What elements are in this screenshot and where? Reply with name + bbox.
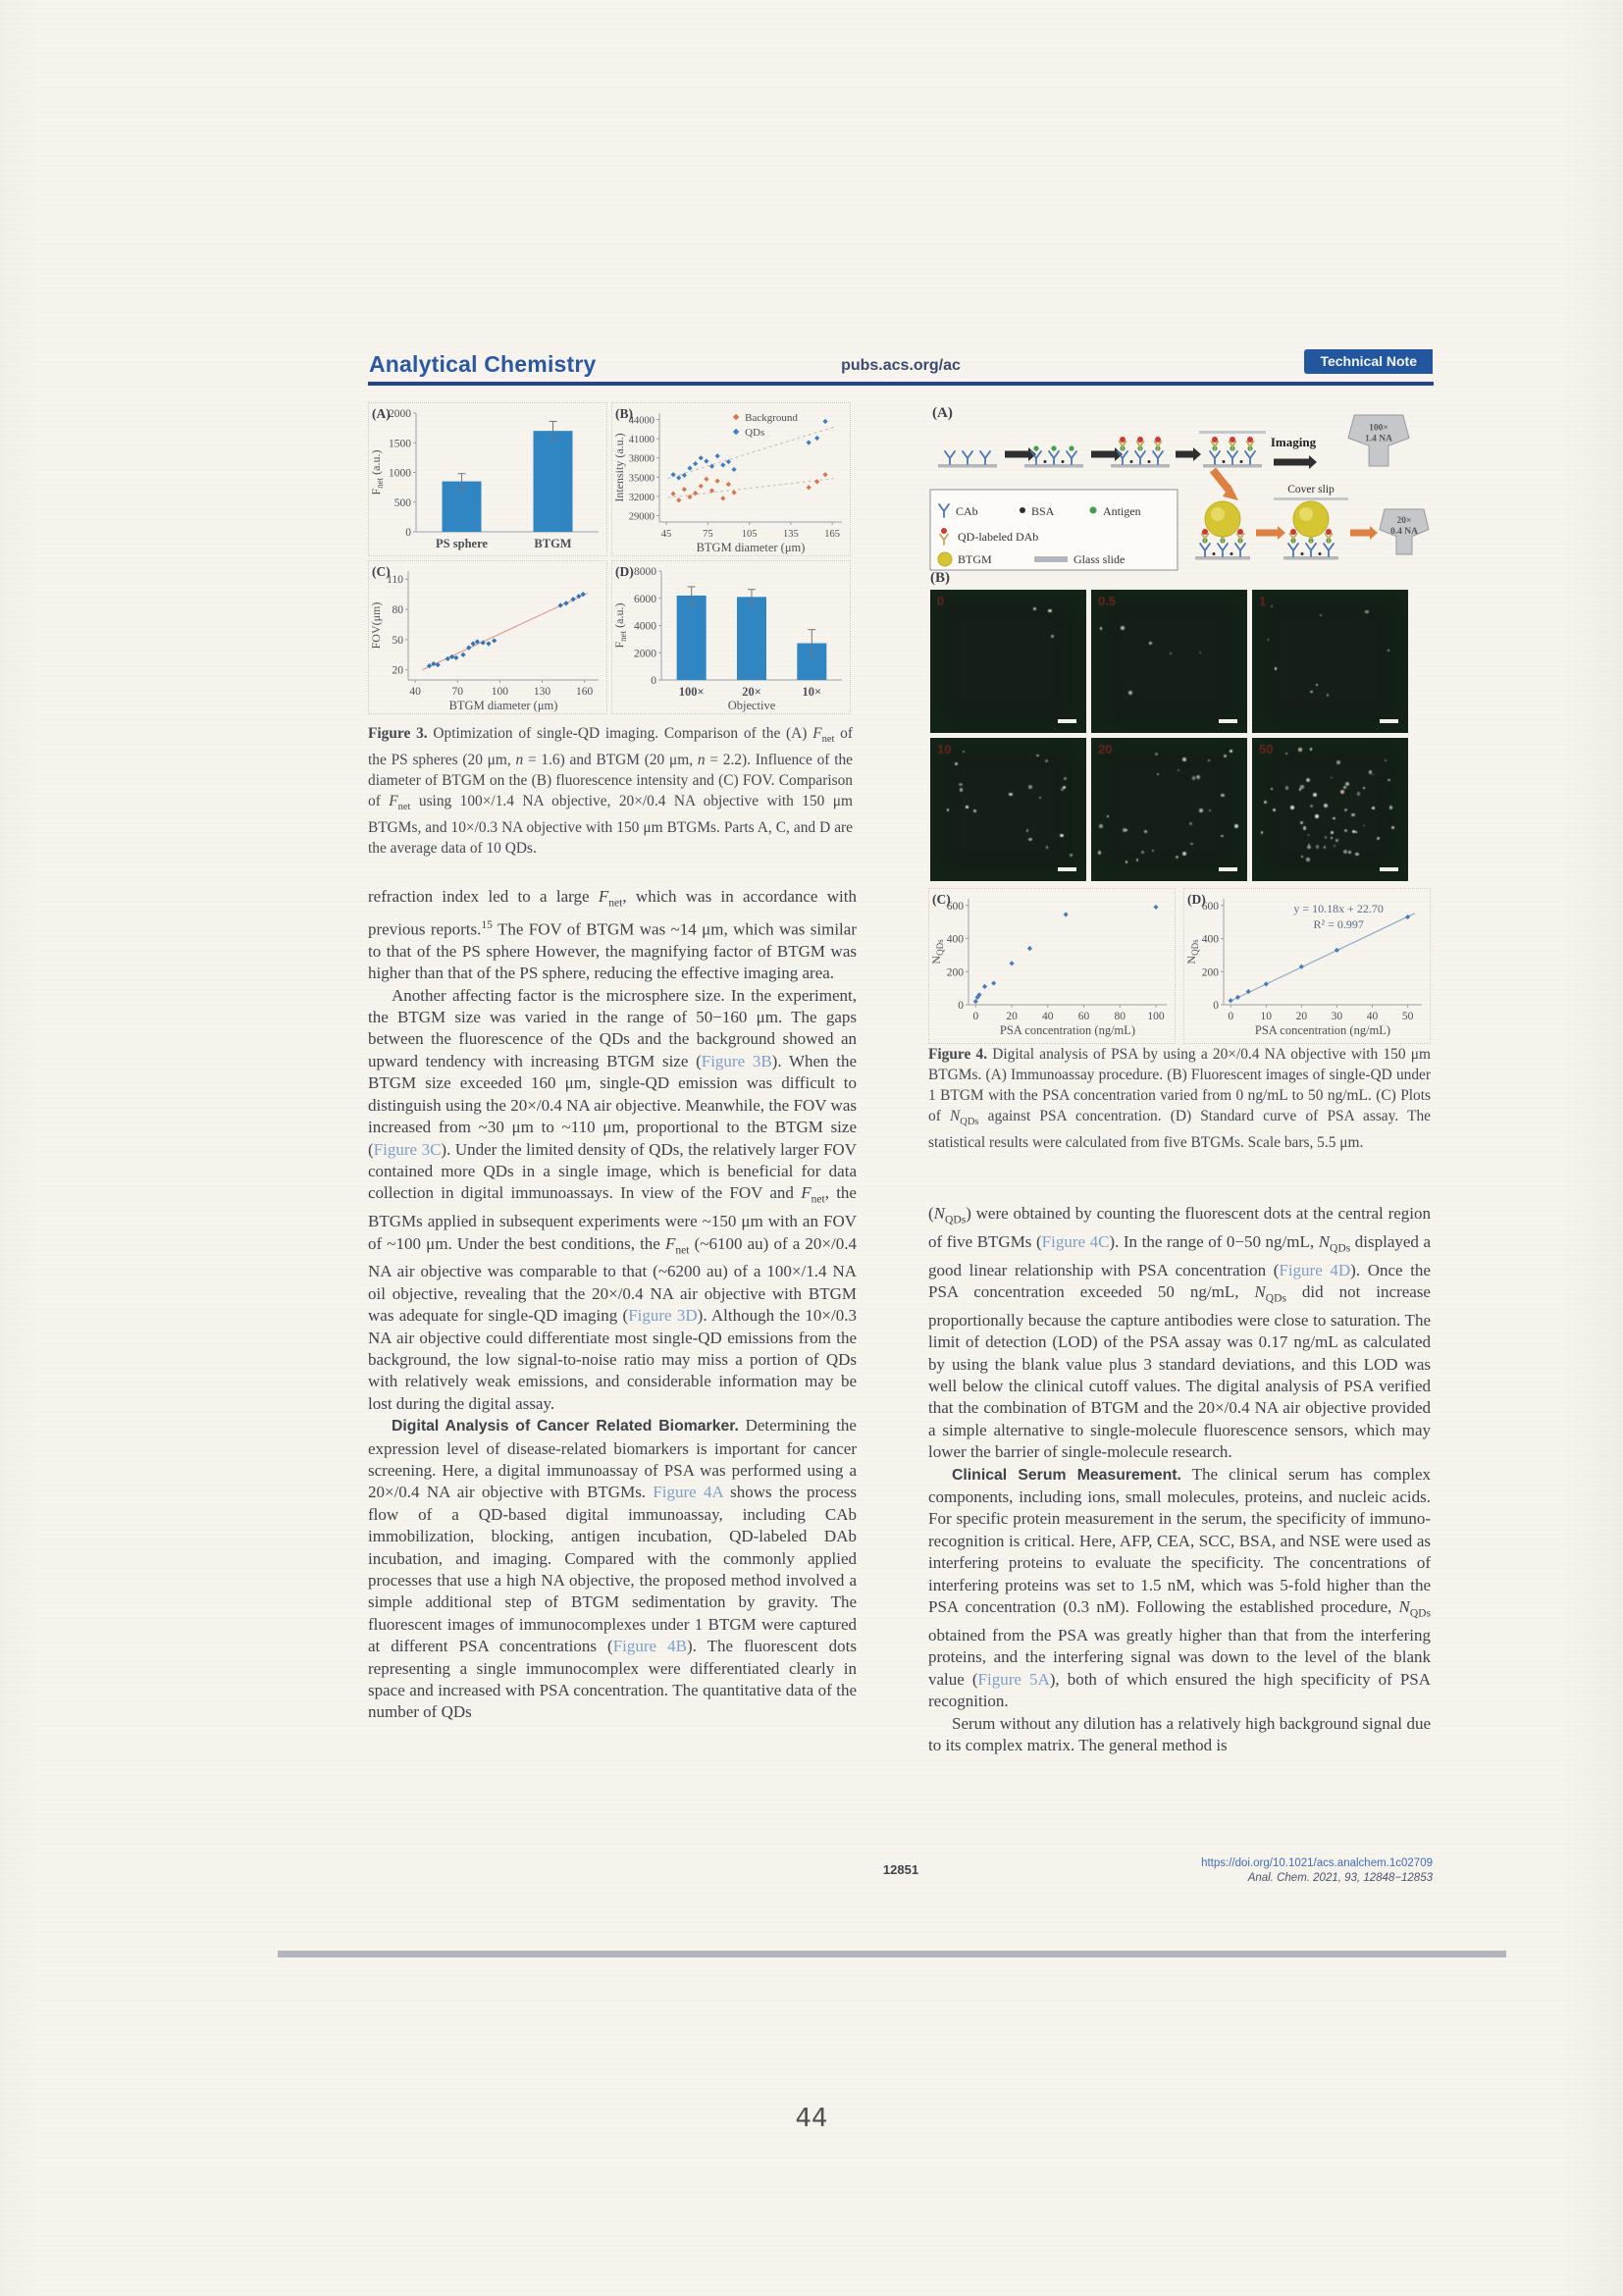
svg-text:29000: 29000 bbox=[628, 511, 654, 523]
concentration-label: 10 bbox=[937, 742, 952, 757]
svg-text:165: 165 bbox=[824, 529, 841, 540]
fluorescence-image bbox=[1091, 738, 1247, 881]
svg-text:80: 80 bbox=[392, 604, 403, 617]
paragraph: Serum without any dilution has a relatively high background signal due to its complex matrix. The general method is bbox=[928, 1713, 1431, 1754]
journal-url: pubs.acs.org/ac bbox=[841, 357, 961, 374]
svg-text:Cover slip: Cover slip bbox=[1287, 484, 1335, 496]
svg-text:Fnet (a.u.): $F_{net}$ (a.u.) bbox=[612, 602, 628, 649]
figure3-panel-a-chart bbox=[368, 402, 607, 556]
svg-text:30: 30 bbox=[1331, 1011, 1343, 1022]
svg-text:QDs: QDs bbox=[745, 427, 765, 439]
figure3 bbox=[368, 402, 851, 714]
concentration-label: 0 bbox=[937, 594, 945, 608]
svg-text:BTGM: BTGM bbox=[958, 552, 992, 566]
chart-svg bbox=[369, 403, 606, 555]
svg-text:41000: 41000 bbox=[628, 435, 654, 446]
scale-bar bbox=[1058, 719, 1076, 723]
svg-text:100×: 100× bbox=[1369, 423, 1388, 434]
svg-text:PSA concentration (ng/mL): PSA concentration (ng/mL) bbox=[1254, 1023, 1391, 1037]
scale-bar bbox=[1380, 867, 1398, 871]
svg-text:1000: 1000 bbox=[389, 467, 411, 480]
svg-text:20: 20 bbox=[1006, 1011, 1018, 1022]
svg-text:0: 0 bbox=[958, 1000, 964, 1012]
svg-text:100: 100 bbox=[1147, 1011, 1165, 1022]
figure3-panel-c-chart bbox=[368, 560, 607, 714]
svg-text:CAb: CAb bbox=[956, 504, 978, 518]
svg-text:Antigen: Antigen bbox=[1103, 504, 1141, 518]
svg-text:Imaging: Imaging bbox=[1270, 435, 1317, 449]
chart-svg bbox=[612, 561, 850, 713]
sheet-number: 44 bbox=[795, 2104, 828, 2133]
doi-block bbox=[928, 1856, 1433, 1886]
svg-text:32000: 32000 bbox=[628, 492, 654, 503]
svg-text:20: 20 bbox=[1295, 1011, 1308, 1022]
concentration-label: 1 bbox=[1259, 594, 1267, 608]
svg-text:110: 110 bbox=[387, 574, 403, 587]
svg-text:60: 60 bbox=[1077, 1011, 1090, 1022]
concentration-label: 50 bbox=[1259, 742, 1274, 757]
chart-svg bbox=[1184, 889, 1430, 1038]
svg-text:400: 400 bbox=[1201, 933, 1219, 946]
svg-text:40: 40 bbox=[409, 686, 421, 698]
svg-text:Glass slide: Glass slide bbox=[1073, 552, 1126, 566]
svg-text:10: 10 bbox=[1260, 1011, 1273, 1022]
svg-text:PS sphere: PS sphere bbox=[436, 537, 488, 550]
svg-text:50: 50 bbox=[1401, 1011, 1414, 1022]
svg-text:0: 0 bbox=[405, 527, 411, 539]
svg-text:400: 400 bbox=[946, 933, 964, 946]
svg-text:44000: 44000 bbox=[628, 415, 654, 427]
svg-text:1500: 1500 bbox=[389, 438, 411, 450]
svg-text:40: 40 bbox=[1366, 1011, 1379, 1022]
svg-text:20×: 20× bbox=[742, 685, 761, 699]
fluorescence-image bbox=[1252, 590, 1408, 733]
svg-text:70: 70 bbox=[451, 686, 464, 698]
svg-text:NQDs: $N_{QDs}$ bbox=[1184, 939, 1200, 965]
figure4-panel-d-chart bbox=[1183, 888, 1431, 1044]
svg-text:0: 0 bbox=[972, 1011, 979, 1022]
figure4-panel-b-label: (B) bbox=[930, 570, 950, 586]
header-rule bbox=[368, 382, 1434, 386]
page-number: 12851 bbox=[882, 1862, 919, 1877]
svg-text:600: 600 bbox=[1201, 900, 1219, 913]
svg-text:Background: Background bbox=[745, 412, 798, 424]
svg-text:y = 10.18x + 22.70: y = 10.18x + 22.70 bbox=[1293, 902, 1384, 915]
svg-text:Fnet (a.u.): $F_{net}$ (a.u.) bbox=[369, 449, 385, 496]
svg-text:130: 130 bbox=[533, 686, 551, 698]
svg-text:FOV(μm): FOV(μm) bbox=[369, 601, 383, 650]
paragraph: refraction index led to a large $F_{net}$, which was in accordance with previous reports.$^{15}$ The FOV of BTGM was ~14 μm, which was similar to that of the PS sphere However, the magnifying factor of BTGM was higher than that of the PS sphere, reducing the effective imaging area. bbox=[368, 887, 857, 983]
chart-svg bbox=[612, 403, 850, 555]
svg-text:160: 160 bbox=[576, 686, 594, 698]
svg-text:75: 75 bbox=[703, 529, 713, 540]
svg-text:500: 500 bbox=[393, 496, 411, 509]
svg-text:4000: 4000 bbox=[634, 620, 656, 633]
body-column-right bbox=[928, 1203, 1431, 1756]
concentration-label: 0.5 bbox=[1098, 594, 1117, 608]
svg-text:0: 0 bbox=[1228, 1011, 1234, 1022]
svg-text:0: 0 bbox=[651, 675, 656, 687]
svg-text:2000: 2000 bbox=[389, 408, 411, 420]
doi-link: https://doi.org/10.1021/acs.analchem.1c02709 bbox=[1201, 1857, 1433, 1869]
figure4-fluorescence-grid bbox=[930, 590, 1409, 881]
body-column-left bbox=[368, 886, 857, 1724]
figure4-panel-c-chart bbox=[928, 888, 1176, 1044]
svg-text:BTGM: BTGM bbox=[534, 537, 572, 550]
citation: Anal. Chem. 2021, 93, 12848−12853 bbox=[1247, 1872, 1433, 1884]
scale-bar bbox=[1219, 867, 1237, 871]
svg-text:40: 40 bbox=[1042, 1011, 1054, 1022]
svg-text:Objective: Objective bbox=[727, 699, 776, 712]
concentration-label: 20 bbox=[1098, 742, 1113, 757]
svg-text:PSA concentration (ng/mL): PSA concentration (ng/mL) bbox=[999, 1023, 1136, 1037]
figure3-panel-b-chart bbox=[611, 402, 851, 556]
svg-text:50: 50 bbox=[392, 634, 403, 647]
svg-text:Intensity (a.u.): Intensity (a.u.) bbox=[612, 433, 626, 502]
figure3-caption: Figure 3. Optimization of single-QD imaging. Comparison of the (A) $F_{net}$ of the PS spheres (20 μm, n = 1.6) and BTGM (20 μm, n = 2.2). Influence of the diameter of BTGM on the (B) fluorescence intensity and (C) FOV. Comparison of $F_{net}$ using 100×/1.4 NA objective, 20×/0.4 NA objective with 150 μm BTGMs, and 10×/0.3 NA objective with 150 μm BTGMs. Parts A, C, and D are the average data of 10 QDs. bbox=[368, 725, 853, 858]
svg-text:QD-labeled DAb: QD-labeled DAb bbox=[958, 530, 1039, 544]
svg-text:(B): (B) bbox=[615, 406, 633, 421]
svg-text:45: 45 bbox=[660, 529, 672, 540]
paragraph: $(N_{QDs})$ were obtained by counting the fluorescent dots at the central region of five BTGMs (Figure 4C). In the range of 0−50 ng/mL, $N_{QDs}$ displayed a good linear relationship with PSA concentration (Figure 4D). Once the PSA concentration exceeded 50 ng/mL, $N_{QDs}$ did not increase proportionally because the capture antibodies were close to saturation. The limit of detection (LOD) of the PSA assay was 0.17 ng/mL as calculated by using the blank value plus 3 standard deviations, and this LOD was well below the clinical cutoff values. The digital analysis of PSA verified that the combination of BTGM and the 20×/0.4 NA air objective provided a simple alternative to single-molecule fluorescence sensors, which may lower the barrier of single-molecule research. bbox=[928, 1204, 1432, 1462]
svg-text:200: 200 bbox=[946, 966, 964, 979]
svg-text:(C): (C) bbox=[372, 564, 391, 579]
scan-divider-bar bbox=[278, 1951, 1506, 1957]
svg-text:200: 200 bbox=[1201, 966, 1219, 979]
svg-text:R² = 0.997: R² = 0.997 bbox=[1313, 917, 1364, 931]
svg-text:(A): (A) bbox=[372, 406, 391, 421]
scale-bar bbox=[1380, 719, 1398, 723]
fluorescence-image bbox=[930, 590, 1086, 733]
chart-svg bbox=[929, 889, 1175, 1038]
paragraph: Clinical Serum Measurement. The clinical serum has complex components, including ions, small molecules, proteins, and nucleic acids. For specific protein measurement in the serum, the specificity of immuno-recognition is critical. Here, AFP, CEA, SCC, BSA, and NSE were used as interfering proteins to evaluate the specificity. The concentrations of interfering proteins was set to 1.5 nM, which was 5-fold higher than the PSA concentration (0.3 nM). Following the established procedure, $N_{QDs}$ obtained from the PSA was greatly higher than that from the interfering proteins, and the interfering signal was down to the level of the blank value (Figure 5A), both of which ensured the high specificity of PSA recognition. bbox=[928, 1464, 1431, 1711]
fluorescence-image bbox=[1091, 590, 1247, 733]
svg-text:20×: 20× bbox=[1396, 515, 1412, 526]
svg-text:(D): (D) bbox=[615, 564, 634, 579]
article-type-badge: Technical Note bbox=[1304, 349, 1433, 374]
fluorescence-image bbox=[1252, 738, 1408, 881]
figure4-caption: Figure 4. Digital analysis of PSA by using a 20×/0.4 NA objective with 150 μm BTGMs. (A) Immunoassay procedure. (B) Fluorescent images of single-QD under 1 BTGM with the PSA concentration varied from 0 ng/mL to 50 ng/mL. (C) Plots of $N_{QDs}$ against PSA concentration. (D) Standard curve of PSA assay. The statistical results were calculated from five BTGMs. Scale bars, 5.5 μm. bbox=[928, 1046, 1431, 1152]
svg-text:(D): (D) bbox=[1187, 892, 1206, 907]
svg-text:20: 20 bbox=[392, 664, 403, 677]
svg-text:100: 100 bbox=[491, 686, 509, 698]
svg-text:6000: 6000 bbox=[634, 593, 656, 605]
figure4-immunoassay-diagram bbox=[928, 407, 1431, 579]
svg-text:105: 105 bbox=[741, 529, 758, 540]
svg-text:0: 0 bbox=[1213, 1000, 1219, 1012]
svg-text:0.4 NA: 0.4 NA bbox=[1390, 526, 1418, 537]
svg-text:80: 80 bbox=[1114, 1011, 1126, 1022]
figure4 bbox=[928, 405, 1431, 1039]
figure4-panel-a-label: (A) bbox=[932, 405, 953, 421]
scale-bar bbox=[1058, 867, 1076, 871]
scale-bar bbox=[1219, 719, 1237, 723]
svg-text:600: 600 bbox=[946, 900, 964, 913]
journal-title: Analytical Chemistry bbox=[369, 351, 597, 377]
immunoassay-diagram-svg bbox=[928, 407, 1431, 574]
svg-text:38000: 38000 bbox=[628, 453, 654, 465]
svg-text:2000: 2000 bbox=[634, 648, 656, 660]
paragraph: Digital Analysis of Cancer Related Biomarker. Determining the expression level of disease-related biomarkers is important for cancer screening. Here, a digital immunoassay of PSA was performed using a 20×/0.4 NA air objective with BTGMs. Figure 4A shows the process flow of a QD-based digital immunoassay, including CAb immobilization, blocking, antigen incubation, QD-labeled DAb incubation, and imaging. Compared with the commonly applied processes that use a high NA objective, the proposed method involved a simple additional step of BTGM sedimentation by gravity. The fluorescent images of immunocomplexes under 1 BTGM were captured at different PSA concentrations (Figure 4B). The fluorescent dots representing a single immunocomplex were differentiated clearly in space and increased with PSA concentration. The quantitative data of the number of QDs bbox=[368, 1416, 857, 1722]
svg-text:100×: 100× bbox=[678, 685, 705, 699]
svg-text:(C): (C) bbox=[932, 892, 951, 907]
fluorescence-image bbox=[930, 738, 1086, 881]
figure4-charts bbox=[928, 888, 1431, 1044]
svg-text:BTGM diameter (μm): BTGM diameter (μm) bbox=[448, 699, 558, 712]
svg-text:135: 135 bbox=[782, 529, 799, 540]
svg-text:BTGM diameter (μm): BTGM diameter (μm) bbox=[696, 541, 806, 554]
svg-text:BSA: BSA bbox=[1031, 504, 1055, 518]
figure3-panel-d-chart bbox=[611, 560, 851, 714]
svg-text:35000: 35000 bbox=[628, 473, 654, 485]
svg-text:10×: 10× bbox=[802, 685, 822, 699]
paragraph: Another affecting factor is the microsphere size. In the experiment, the BTGM size was varied in the range of 50−160 μm. The gaps between the fluorescence of the QDs and the background showed an upward tendency with increasing BTGM size (Figure 3B). When the BTGM size exceeded 160 μm, single-QD emission was difficult to distinguish using the 20×/0.4 NA air objective. Meanwhile, the FOV was increased from ~30 μm to ~110 μm, proportional to the BTGM size (Figure 3C). Under the limited density of QDs, the relatively larger FOV contained more QDs in a single image, which is beneficial for data collection in digital immunoassays. In view of the FOV and $F_{net}$, the BTGMs applied in subsequent experiments were ~150 μm with an FOV of ~100 μm. Under the best conditions, the $F_{net}$ (~6100 au) of a 20×/0.4 NA air objective was comparable to that (~6200 au) of a 100×/1.4 NA oil objective, revealing that the 20×/0.4 NA air objective with BTGM was adequate for single-QD imaging (Figure 3D). Although the 10×/0.3 NA air objective could differentiate most single-QD emissions from the background, the low signal-to-noise ratio may miss a portion of QDs with relatively weak emissions, and considerable information may be lost during the digital assay. bbox=[368, 985, 858, 1413]
svg-text:1.4 NA: 1.4 NA bbox=[1365, 434, 1392, 444]
svg-text:8000: 8000 bbox=[634, 566, 656, 578]
svg-text:NQDs: $N_{QDs}$ bbox=[929, 939, 945, 965]
chart-svg bbox=[369, 561, 606, 713]
